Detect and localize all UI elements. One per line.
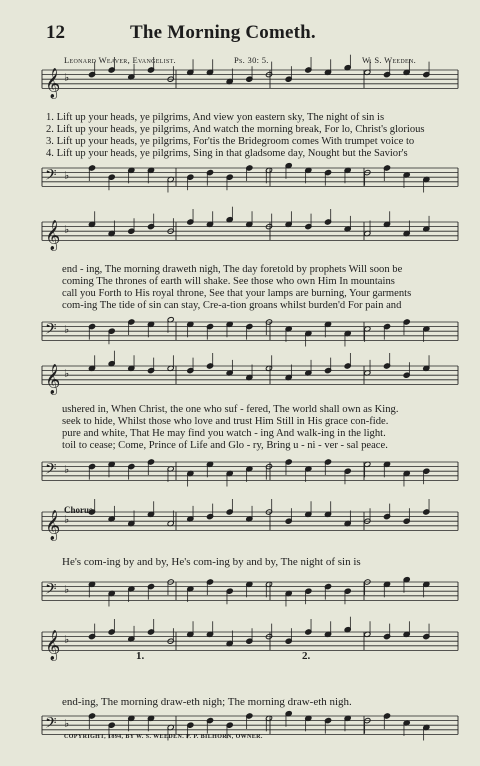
flat-sign: ♭ <box>64 223 70 237</box>
hymn-title: The Morning Cometh. <box>130 22 316 43</box>
hymn-number: 12 <box>46 22 65 43</box>
treble-clef: 𝄞 <box>45 68 61 99</box>
flat-sign: ♭ <box>64 583 70 597</box>
verse-line-1a: 1. Lift up your heads, ye pilgrims, And view yon eastern sky, The night of sin is <box>46 112 385 123</box>
chorus-line-2: end-ing, The morning draw-eth nigh; The morning draw-eth nigh. <box>62 696 352 708</box>
verse-line-2a: 2. Lift up your heads, ye pilgrims, And watch the morning break, For lo, Christ's glorious <box>46 124 425 135</box>
chorus-label: Chorus. <box>64 505 95 515</box>
flat-sign: ♭ <box>64 717 70 731</box>
composer-credit: W. S. Weeden. <box>362 55 417 65</box>
verse-line-2b: coming The thrones of earth will shake. See those who own Him In mountains <box>62 276 395 287</box>
verse-line-4b: com-ing The tide of sin can stay, Cre-a-tion groans whilst burden'd For pain and <box>62 300 402 311</box>
bass-clef: 𝄢 <box>45 166 57 188</box>
flat-sign: ♭ <box>64 169 70 183</box>
treble-clef: 𝄞 <box>45 630 61 661</box>
flat-sign: ♭ <box>64 463 70 477</box>
flat-sign: ♭ <box>64 71 70 85</box>
treble-clef: 𝄞 <box>45 510 61 541</box>
chorus-line-1: He's com-ing by and by, He's com-ing by and by, The night of sin is <box>62 556 361 568</box>
verse-line-4a: 4. Lift up your heads, ye pilgrims, Sing in that gladsome day, Nought but the Savior's <box>46 148 408 159</box>
verse-line-2c: seek to hide, Whilst those who love and trust Him Still in His grace con-fide. <box>62 416 389 427</box>
bass-clef: 𝄢 <box>45 460 57 482</box>
bass-clef: 𝄢 <box>45 714 57 736</box>
second-ending-label: 2. <box>302 650 311 662</box>
flat-sign: ♭ <box>64 513 70 527</box>
bass-clef: 𝄢 <box>45 320 57 342</box>
author-credit: Leonard Weaver, Evangelist. <box>64 55 176 65</box>
verse-line-1c: ushered in, When Christ, the one who suf - fered, The world shall own as King. <box>62 404 399 415</box>
verse-line-1b: end - ing, The morning draweth nigh, The day foretold by prophets Will soon be <box>62 264 403 275</box>
copyright-notice: COPYRIGHT, 1894, BY W. S. WEEDEN. P. P. BILHORN, OWNER. <box>64 734 263 740</box>
treble-clef: 𝄞 <box>45 220 61 251</box>
flat-sign: ♭ <box>64 323 70 337</box>
verse-line-3c: pure and white, That He may find you watch - ing And walk-ing in the light. <box>62 428 386 439</box>
first-ending-label: 1. <box>136 650 145 662</box>
treble-clef: 𝄞 <box>45 364 61 395</box>
flat-sign: ♭ <box>64 367 70 381</box>
verse-line-4c: toil to cease; Come, Prince of Life and Glo - ry, Bring u - ni - ver - sal peace. <box>62 440 388 451</box>
verse-line-3b: call you Forth to His royal throne, See that your lamps are burning, Your garments <box>62 288 412 299</box>
verse-line-3a: 3. Lift up your heads, ye pilgrims, For'tis the Bridegroom comes With trumpet voice to <box>46 136 415 147</box>
flat-sign: ♭ <box>64 633 70 647</box>
scripture-reference: Ps. 30: 5. <box>234 55 269 65</box>
bass-clef: 𝄢 <box>45 580 57 602</box>
